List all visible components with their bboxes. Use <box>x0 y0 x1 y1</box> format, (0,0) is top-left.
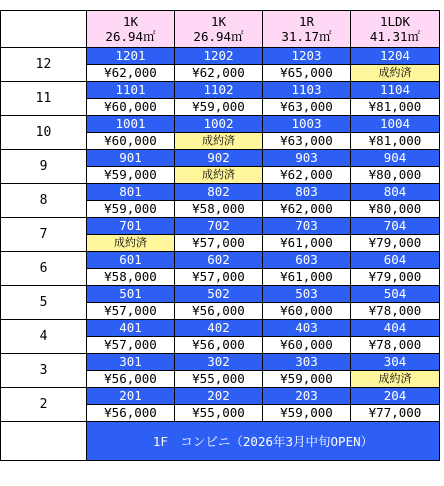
rent-price: ¥62,000 <box>263 167 351 184</box>
unit-type-header <box>175 11 263 48</box>
floor-label: 2 <box>1 388 87 422</box>
room-number: 1003 <box>263 116 351 133</box>
rent-price: ¥80,000 <box>351 201 440 218</box>
room-number: 801 <box>87 184 175 201</box>
rent-price: ¥61,000 <box>263 235 351 252</box>
floor-label: 11 <box>1 82 87 116</box>
room-number: 602 <box>175 252 263 269</box>
rent-price: ¥60,000 <box>87 133 175 150</box>
rent-price: ¥59,000 <box>87 201 175 218</box>
room-number: 604 <box>351 252 440 269</box>
room-number: 1004 <box>351 116 440 133</box>
floor-label: 5 <box>1 286 87 320</box>
room-number: 904 <box>351 150 440 167</box>
room-number: 1002 <box>175 116 263 133</box>
room-number: 401 <box>87 320 175 337</box>
room-number-row <box>1 354 440 371</box>
floor-label: 6 <box>1 252 87 286</box>
rent-price: ¥55,000 <box>175 371 263 388</box>
rent-price: ¥63,000 <box>263 99 351 116</box>
room-number: 902 <box>175 150 263 167</box>
unit-area: 26.94㎡ <box>193 29 244 44</box>
rent-price: ¥62,000 <box>263 201 351 218</box>
room-number: 303 <box>263 354 351 371</box>
rent-price: ¥55,000 <box>175 405 263 422</box>
unit-type: 1K <box>210 14 227 29</box>
room-number: 202 <box>175 388 263 405</box>
rent-price: ¥57,000 <box>87 337 175 354</box>
room-number-row <box>1 184 440 201</box>
unit-type: 1R <box>298 14 315 29</box>
ground-floor-store: 1F コンビニ（2026年3月中旬OPEN） <box>87 422 440 461</box>
room-number: 1101 <box>87 82 175 99</box>
rent-price: ¥58,000 <box>175 201 263 218</box>
sold-badge: 成約済 <box>175 167 263 184</box>
room-number-row <box>1 150 440 167</box>
floor-label: 8 <box>1 184 87 218</box>
sold-badge: 成約済 <box>87 235 175 252</box>
unit-type: 1K <box>122 14 139 29</box>
floor-label: 10 <box>1 116 87 150</box>
sold-badge: 成約済 <box>351 371 440 388</box>
floor-label: 12 <box>1 48 87 82</box>
room-number: 204 <box>351 388 440 405</box>
unit-area: 41.31㎡ <box>369 29 421 44</box>
room-number: 702 <box>175 218 263 235</box>
rent-price: ¥77,000 <box>351 405 440 422</box>
rent-price: ¥62,000 <box>87 65 175 82</box>
room-number-row <box>1 116 440 133</box>
rent-price: ¥57,000 <box>87 303 175 320</box>
room-number: 1202 <box>175 48 263 65</box>
room-number: 803 <box>263 184 351 201</box>
ground-floor-row <box>1 422 440 461</box>
room-number-row <box>1 252 440 269</box>
room-number: 302 <box>175 354 263 371</box>
room-number-row <box>1 320 440 337</box>
rent-price: ¥62,000 <box>175 65 263 82</box>
unit-area: 26.94㎡ <box>105 29 156 44</box>
floor-label: 3 <box>1 354 87 388</box>
room-number: 701 <box>87 218 175 235</box>
vacancy-table-body <box>1 11 440 461</box>
rent-price: ¥59,000 <box>263 371 351 388</box>
room-number: 601 <box>87 252 175 269</box>
room-number: 1203 <box>263 48 351 65</box>
ground-floor-blank <box>1 422 87 461</box>
rent-price: ¥65,000 <box>263 65 351 82</box>
room-number: 901 <box>87 150 175 167</box>
unit-type-header <box>87 11 175 48</box>
room-number: 502 <box>175 286 263 303</box>
rent-price: ¥80,000 <box>351 167 440 184</box>
unit-type-header <box>263 11 351 48</box>
room-number: 404 <box>351 320 440 337</box>
rent-price: ¥60,000 <box>263 303 351 320</box>
rent-price: ¥63,000 <box>263 133 351 150</box>
room-number: 504 <box>351 286 440 303</box>
room-number: 1104 <box>351 82 440 99</box>
rent-price: ¥79,000 <box>351 269 440 286</box>
floor-label: 4 <box>1 320 87 354</box>
room-number: 1204 <box>351 48 440 65</box>
room-number: 903 <box>263 150 351 167</box>
room-number: 501 <box>87 286 175 303</box>
room-number: 203 <box>263 388 351 405</box>
rent-price: ¥81,000 <box>351 99 440 116</box>
unit-type-header <box>351 11 440 48</box>
room-number-row <box>1 388 440 405</box>
header-corner <box>1 11 87 48</box>
rent-price: ¥57,000 <box>175 235 263 252</box>
room-number: 603 <box>263 252 351 269</box>
room-number: 703 <box>263 218 351 235</box>
room-number: 301 <box>87 354 175 371</box>
room-number-row <box>1 218 440 235</box>
rent-price: ¥59,000 <box>175 99 263 116</box>
room-number-row <box>1 48 440 65</box>
floor-label: 7 <box>1 218 87 252</box>
rent-price: ¥60,000 <box>263 337 351 354</box>
rent-price: ¥61,000 <box>263 269 351 286</box>
room-number: 802 <box>175 184 263 201</box>
room-number-row <box>1 286 440 303</box>
room-number: 804 <box>351 184 440 201</box>
room-number: 1102 <box>175 82 263 99</box>
room-number: 503 <box>263 286 351 303</box>
rent-price: ¥56,000 <box>175 303 263 320</box>
room-number: 304 <box>351 354 440 371</box>
unit-type: 1LDK <box>379 14 411 29</box>
room-number: 402 <box>175 320 263 337</box>
room-number-row <box>1 82 440 99</box>
unit-area: 31.17㎡ <box>281 29 332 44</box>
floor-label: 9 <box>1 150 87 184</box>
rent-price: ¥78,000 <box>351 303 440 320</box>
room-number: 704 <box>351 218 440 235</box>
rent-price: ¥58,000 <box>87 269 175 286</box>
sold-badge: 成約済 <box>351 65 440 82</box>
sold-badge: 成約済 <box>175 133 263 150</box>
rent-price: ¥78,000 <box>351 337 440 354</box>
vacancy-table <box>0 10 440 461</box>
rent-price: ¥56,000 <box>87 371 175 388</box>
room-number: 1103 <box>263 82 351 99</box>
room-number: 403 <box>263 320 351 337</box>
room-number: 1201 <box>87 48 175 65</box>
room-number: 201 <box>87 388 175 405</box>
rent-price: ¥79,000 <box>351 235 440 252</box>
rent-price: ¥56,000 <box>175 337 263 354</box>
rent-price: ¥59,000 <box>263 405 351 422</box>
rent-price: ¥81,000 <box>351 133 440 150</box>
header-row <box>1 11 440 48</box>
rent-price: ¥56,000 <box>87 405 175 422</box>
rent-price: ¥59,000 <box>87 167 175 184</box>
room-number: 1001 <box>87 116 175 133</box>
rent-price: ¥57,000 <box>175 269 263 286</box>
rent-price: ¥60,000 <box>87 99 175 116</box>
